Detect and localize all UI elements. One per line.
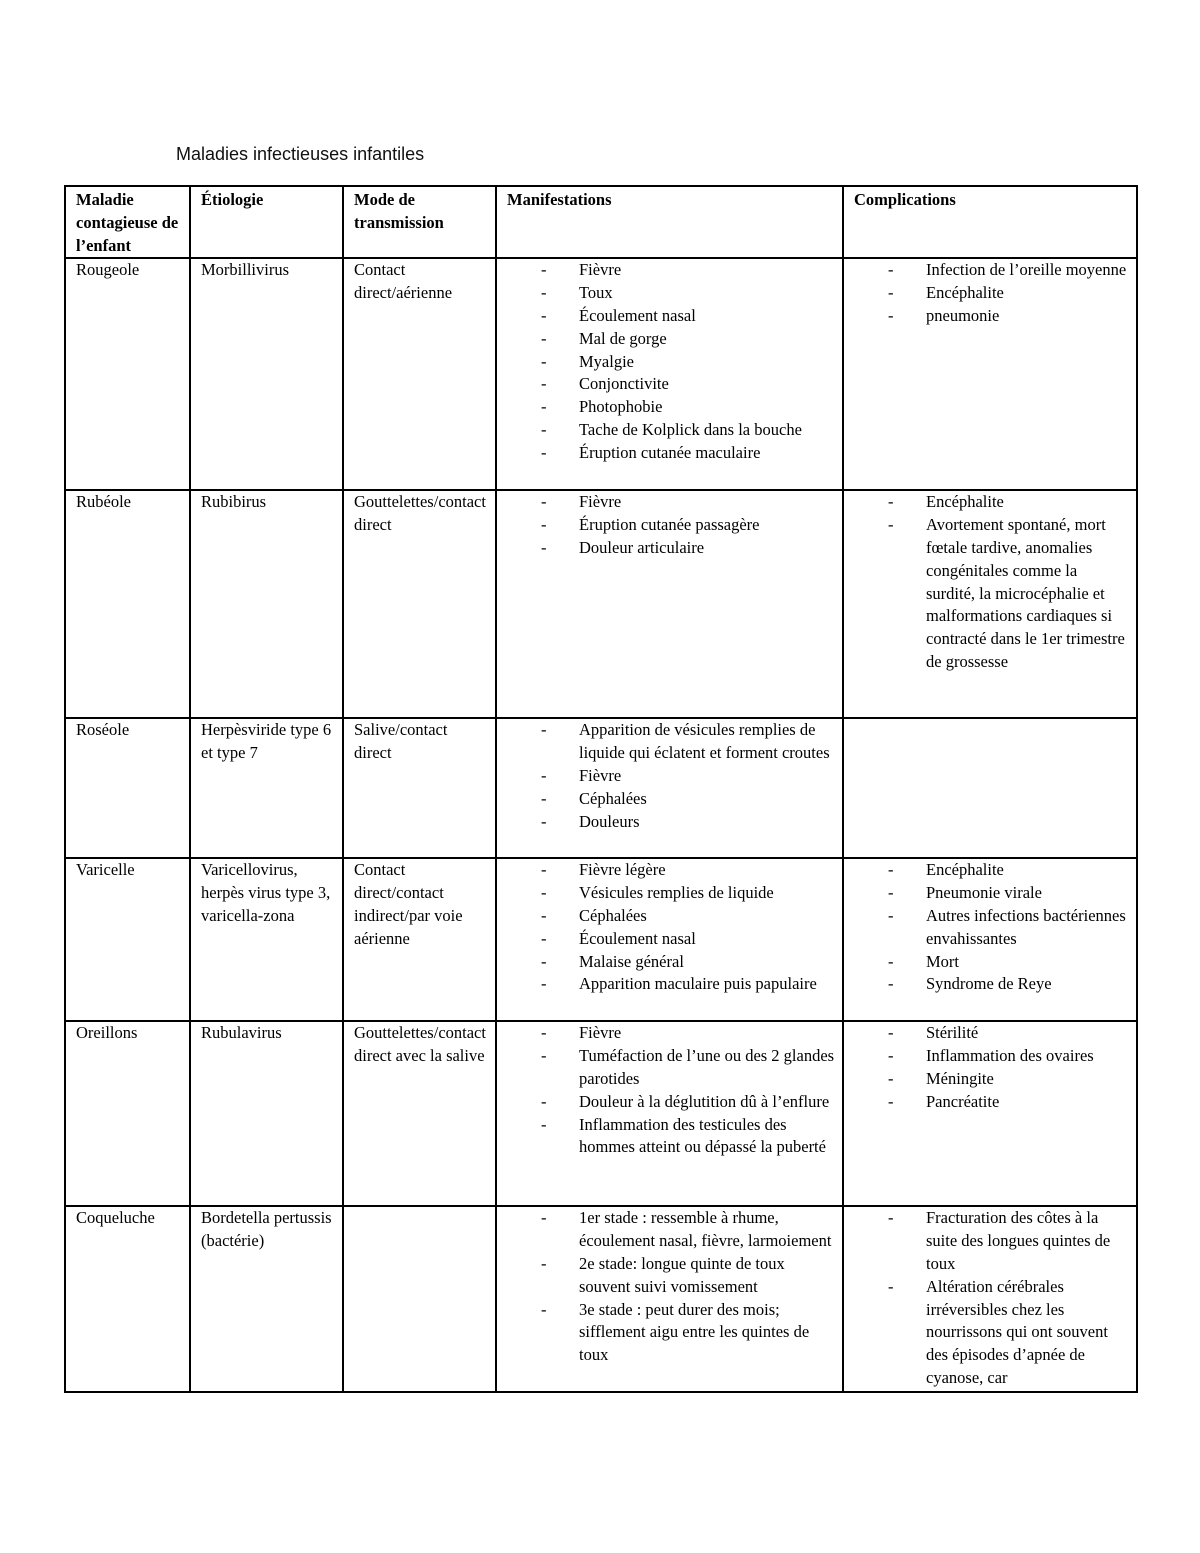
manifestations-list	[507, 719, 836, 833]
header-disease: Maladie contagieuse de l’enfant	[65, 186, 190, 258]
list-item: - Inflammation des ovaires	[854, 1045, 1130, 1068]
list-item: - Fièvre	[507, 765, 836, 788]
list-item: - 1er stade : ressemble à rhume, écoulement nasal, fièvre, larmoiement	[507, 1207, 836, 1253]
complications-cell	[843, 258, 1137, 490]
transmission-cell: Contact direct/contact indirect/par voie aérienne	[343, 858, 496, 1021]
transmission-cell: Salive/contact direct	[343, 718, 496, 858]
list-item: - Vésicules remplies de liquide	[507, 882, 836, 905]
list-item: - Douleur à la déglutition dû à l’enflure	[507, 1091, 836, 1114]
list-item: - Encéphalite	[854, 491, 1130, 514]
diseases-table	[64, 185, 1138, 1393]
complications-list	[854, 259, 1130, 327]
list-item: - Tache de Kolplick dans la bouche	[507, 419, 836, 442]
header-manifestations: Manifestations	[496, 186, 843, 258]
header-etiology: Étiologie	[190, 186, 343, 258]
etiology-cell: Varicellovirus, herpès virus type 3, varicella-zona	[190, 858, 343, 1021]
complications-list	[854, 1022, 1130, 1113]
list-item: - pneumonie	[854, 305, 1130, 328]
disease-cell: Rougeole	[65, 258, 190, 490]
list-item: - Fièvre	[507, 259, 836, 282]
etiology-cell: Morbillivirus	[190, 258, 343, 490]
etiology-cell: Rubulavirus	[190, 1021, 343, 1206]
manifestations-list	[507, 259, 836, 464]
list-item: - 2e stade: longue quinte de toux souvent suivi vomissement	[507, 1253, 836, 1299]
table-row	[65, 258, 1137, 490]
manifestations-cell	[496, 858, 843, 1021]
table-header-row	[65, 186, 1137, 258]
list-item: - Malaise général	[507, 951, 836, 974]
list-item: - Syndrome de Reye	[854, 973, 1130, 996]
manifestations-list	[507, 1022, 836, 1159]
list-item: - Inflammation des testicules des hommes atteint ou dépassé la puberté	[507, 1114, 836, 1160]
list-item: - Douleur articulaire	[507, 537, 836, 560]
disease-cell: Coqueluche	[65, 1206, 190, 1392]
manifestations-list	[507, 1207, 836, 1367]
table-row	[65, 718, 1137, 858]
list-item: - Douleurs	[507, 811, 836, 834]
document-title: Maladies infectieuses infantiles	[176, 144, 425, 164]
complications-cell	[843, 490, 1137, 718]
etiology-cell: Rubibirus	[190, 490, 343, 718]
complications-list	[854, 491, 1130, 673]
list-item: - Fièvre légère	[507, 859, 836, 882]
list-item: - Éruption cutanée passagère	[507, 514, 836, 537]
list-item: - Toux	[507, 282, 836, 305]
manifestations-cell	[496, 490, 843, 718]
list-item: - Fièvre	[507, 1022, 836, 1045]
list-item: - Fièvre	[507, 491, 836, 514]
list-item: - Pancréatite	[854, 1091, 1130, 1114]
manifestations-cell	[496, 718, 843, 858]
transmission-cell	[343, 1206, 496, 1392]
list-item: - Céphalées	[507, 788, 836, 811]
disease-cell: Varicelle	[65, 858, 190, 1021]
disease-cell: Oreillons	[65, 1021, 190, 1206]
table-row	[65, 490, 1137, 718]
list-item: - Écoulement nasal	[507, 928, 836, 951]
disease-cell: Rubéole	[65, 490, 190, 718]
list-item: - Stérilité	[854, 1022, 1130, 1045]
table-row	[65, 1206, 1137, 1392]
complications-cell	[843, 718, 1137, 858]
list-item: - Mal de gorge	[507, 328, 836, 351]
list-item: - Méningite	[854, 1068, 1130, 1091]
transmission-cell: Contact direct/aérienne	[343, 258, 496, 490]
list-item: - Infection de l’oreille moyenne	[854, 259, 1130, 282]
list-item: - Apparition de vésicules remplies de liquide qui éclatent et forment croutes	[507, 719, 836, 765]
list-item: - Éruption cutanée maculaire	[507, 442, 836, 465]
table-row	[65, 1021, 1137, 1206]
list-item: - Céphalées	[507, 905, 836, 928]
list-item: - Fracturation des côtes à la suite des longues quintes de toux	[854, 1207, 1130, 1275]
complications-list	[854, 1207, 1130, 1389]
list-item: - Altération cérébrales irréversibles chez les nourrissons qui ont souvent des épisodes d’apnée de cyanose, car	[854, 1276, 1130, 1390]
complications-cell	[843, 858, 1137, 1021]
disease-cell: Roséole	[65, 718, 190, 858]
list-item: - Pneumonie virale	[854, 882, 1130, 905]
complications-cell	[843, 1021, 1137, 1206]
transmission-cell: Gouttelettes/contact direct	[343, 490, 496, 718]
etiology-cell: Bordetella pertussis (bactérie)	[190, 1206, 343, 1392]
list-item: - Conjonctivite	[507, 373, 836, 396]
list-item: - Écoulement nasal	[507, 305, 836, 328]
list-item: - Myalgie	[507, 351, 836, 374]
list-item: - Avortement spontané, mort fœtale tardive, anomalies congénitales comme la surdité, la microcéphalie et malformations cardiaques si contracté dans le 1er trimestre de grossesse	[854, 514, 1130, 674]
complications-cell	[843, 1206, 1137, 1392]
list-item: - Encéphalite	[854, 859, 1130, 882]
transmission-cell: Gouttelettes/contact direct avec la salive	[343, 1021, 496, 1206]
manifestations-list	[507, 491, 836, 559]
manifestations-cell	[496, 1021, 843, 1206]
list-item: - Autres infections bactériennes envahissantes	[854, 905, 1130, 951]
etiology-cell: Herpèsviride type 6 et type 7	[190, 718, 343, 858]
complications-list	[854, 859, 1130, 996]
manifestations-list	[507, 859, 836, 996]
list-item: - 3e stade : peut durer des mois; sifflement aigu entre les quintes de toux	[507, 1299, 836, 1367]
list-item: - Photophobie	[507, 396, 836, 419]
header-complications: Complications	[843, 186, 1137, 258]
header-transmission: Mode de transmission	[343, 186, 496, 258]
list-item: - Encéphalite	[854, 282, 1130, 305]
table-row	[65, 858, 1137, 1021]
list-item: - Mort	[854, 951, 1130, 974]
list-item: - Tuméfaction de l’une ou des 2 glandes parotides	[507, 1045, 836, 1091]
list-item: - Apparition maculaire puis papulaire	[507, 973, 836, 996]
manifestations-cell	[496, 1206, 843, 1392]
manifestations-cell	[496, 258, 843, 490]
